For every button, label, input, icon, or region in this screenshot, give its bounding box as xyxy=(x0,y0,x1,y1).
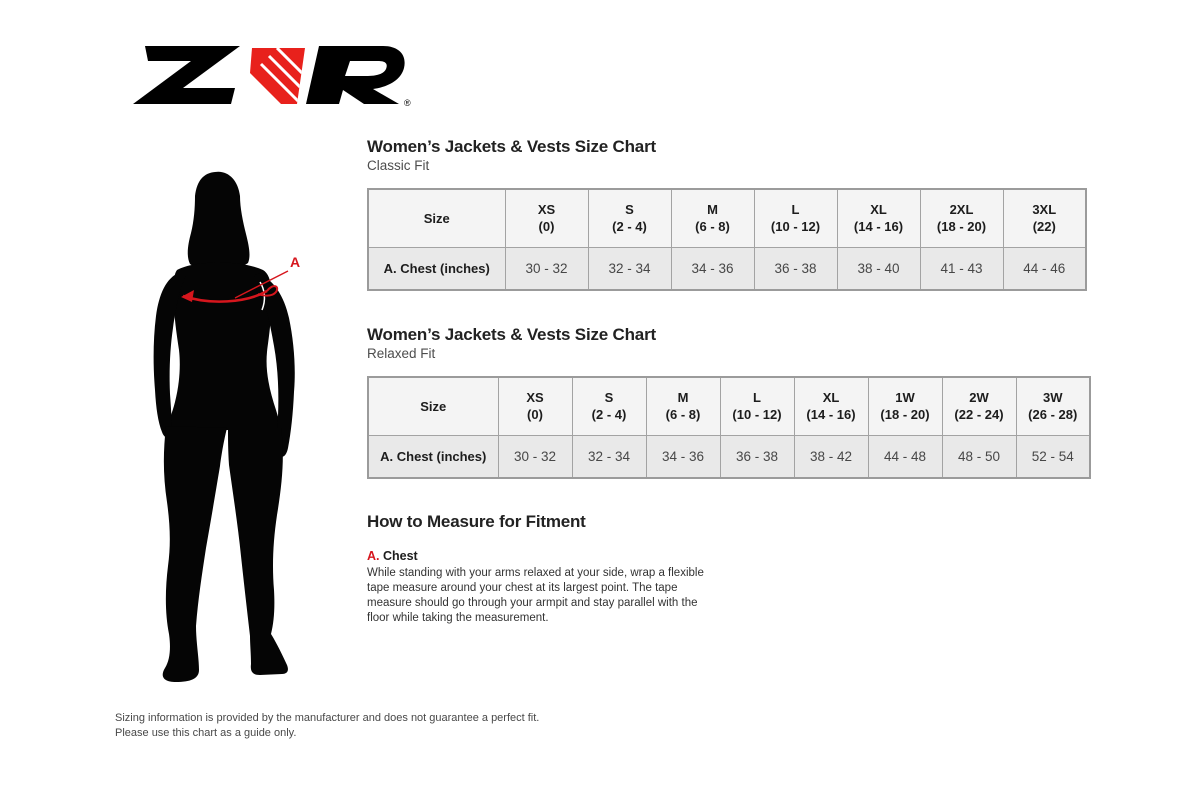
logo-letter-z xyxy=(133,46,240,104)
size-corner-header: Size xyxy=(368,377,498,435)
measure-item-heading xyxy=(367,549,747,563)
measurement-label-a: A xyxy=(290,254,301,270)
chest-range-cell: 30 - 32 xyxy=(498,435,572,478)
table-header-row xyxy=(368,377,1090,435)
chest-range-cell: 38 - 40 xyxy=(837,247,920,290)
chest-range-cell: 52 - 54 xyxy=(1016,435,1090,478)
size-column-header: S (2 - 4) xyxy=(588,189,671,247)
size-column-header: M (6 - 8) xyxy=(646,377,720,435)
registered-mark: ® xyxy=(404,98,411,108)
size-column-header: S (2 - 4) xyxy=(572,377,646,435)
size-column-header: XS (0) xyxy=(505,189,588,247)
fitment-figure xyxy=(150,170,320,685)
size-column-header: 1W (18 - 20) xyxy=(868,377,942,435)
classic-chart-title: Women’s Jackets & Vests Size Chart xyxy=(367,137,656,156)
measure-item-letter: A. xyxy=(367,549,380,563)
chest-range-cell: 36 - 38 xyxy=(754,247,837,290)
size-column-header: XS (0) xyxy=(498,377,572,435)
chest-row-label: A. Chest (inches) xyxy=(368,247,505,290)
size-column-header: L (10 - 12) xyxy=(720,377,794,435)
classic-chart-subtitle: Classic Fit xyxy=(367,158,430,173)
size-column-header: XL (14 - 16) xyxy=(837,189,920,247)
size-column-header: 2W (22 - 24) xyxy=(942,377,1016,435)
chest-range-cell: 41 - 43 xyxy=(920,247,1003,290)
disclaimer-line: Sizing information is provided by the manufacturer and does not guarantee a perfect fit. xyxy=(115,712,540,724)
size-column-header: XL (14 - 16) xyxy=(794,377,868,435)
size-column-header: M (6 - 8) xyxy=(671,189,754,247)
table-header-row xyxy=(368,189,1086,247)
size-column-header: 2XL (18 - 20) xyxy=(920,189,1003,247)
chest-range-cell: 34 - 36 xyxy=(671,247,754,290)
logo-letter-r xyxy=(306,46,405,104)
chest-range-cell: 48 - 50 xyxy=(942,435,1016,478)
disclaimer-footer xyxy=(115,711,539,741)
chest-range-cell: 38 - 42 xyxy=(794,435,868,478)
relaxed-fit-section xyxy=(367,325,1091,479)
chest-range-cell: 30 - 32 xyxy=(505,247,588,290)
logo-letter-1 xyxy=(250,48,305,104)
chest-range-cell: 44 - 46 xyxy=(1003,247,1086,290)
woman-silhouette xyxy=(154,172,295,682)
disclaimer-line: Please use this chart as a guide only. xyxy=(115,727,297,739)
relaxed-chart-subtitle: Relaxed Fit xyxy=(367,346,436,361)
chest-range-cell: 32 - 34 xyxy=(572,435,646,478)
how-to-measure-section xyxy=(367,512,747,626)
measure-section-title: How to Measure for Fitment xyxy=(367,512,586,531)
relaxed-chart-title: Women’s Jackets & Vests Size Chart xyxy=(367,325,656,344)
size-corner-header: Size xyxy=(368,189,505,247)
size-column-header: L (10 - 12) xyxy=(754,189,837,247)
measure-item-name: Chest xyxy=(382,549,418,563)
table-data-row xyxy=(368,247,1086,290)
chest-row-label: A. Chest (inches) xyxy=(368,435,498,478)
brand-logo xyxy=(133,44,415,108)
classic-fit-table xyxy=(367,188,1087,291)
size-column-header: 3W (26 - 28) xyxy=(1016,377,1090,435)
chest-range-cell: 34 - 36 xyxy=(646,435,720,478)
chest-range-cell: 44 - 48 xyxy=(868,435,942,478)
classic-fit-section xyxy=(367,137,1087,291)
size-column-header: 3XL (22) xyxy=(1003,189,1086,247)
chest-range-cell: 32 - 34 xyxy=(588,247,671,290)
relaxed-fit-table xyxy=(367,376,1091,479)
table-data-row xyxy=(368,435,1090,478)
measure-description: While standing with your arms relaxed at your side, wrap a flexible tape measure around your chest at its largest point. The tape measure should go through your armpit and stay parallel with the floor while taking the measurement. xyxy=(367,567,704,624)
chest-range-cell: 36 - 38 xyxy=(720,435,794,478)
